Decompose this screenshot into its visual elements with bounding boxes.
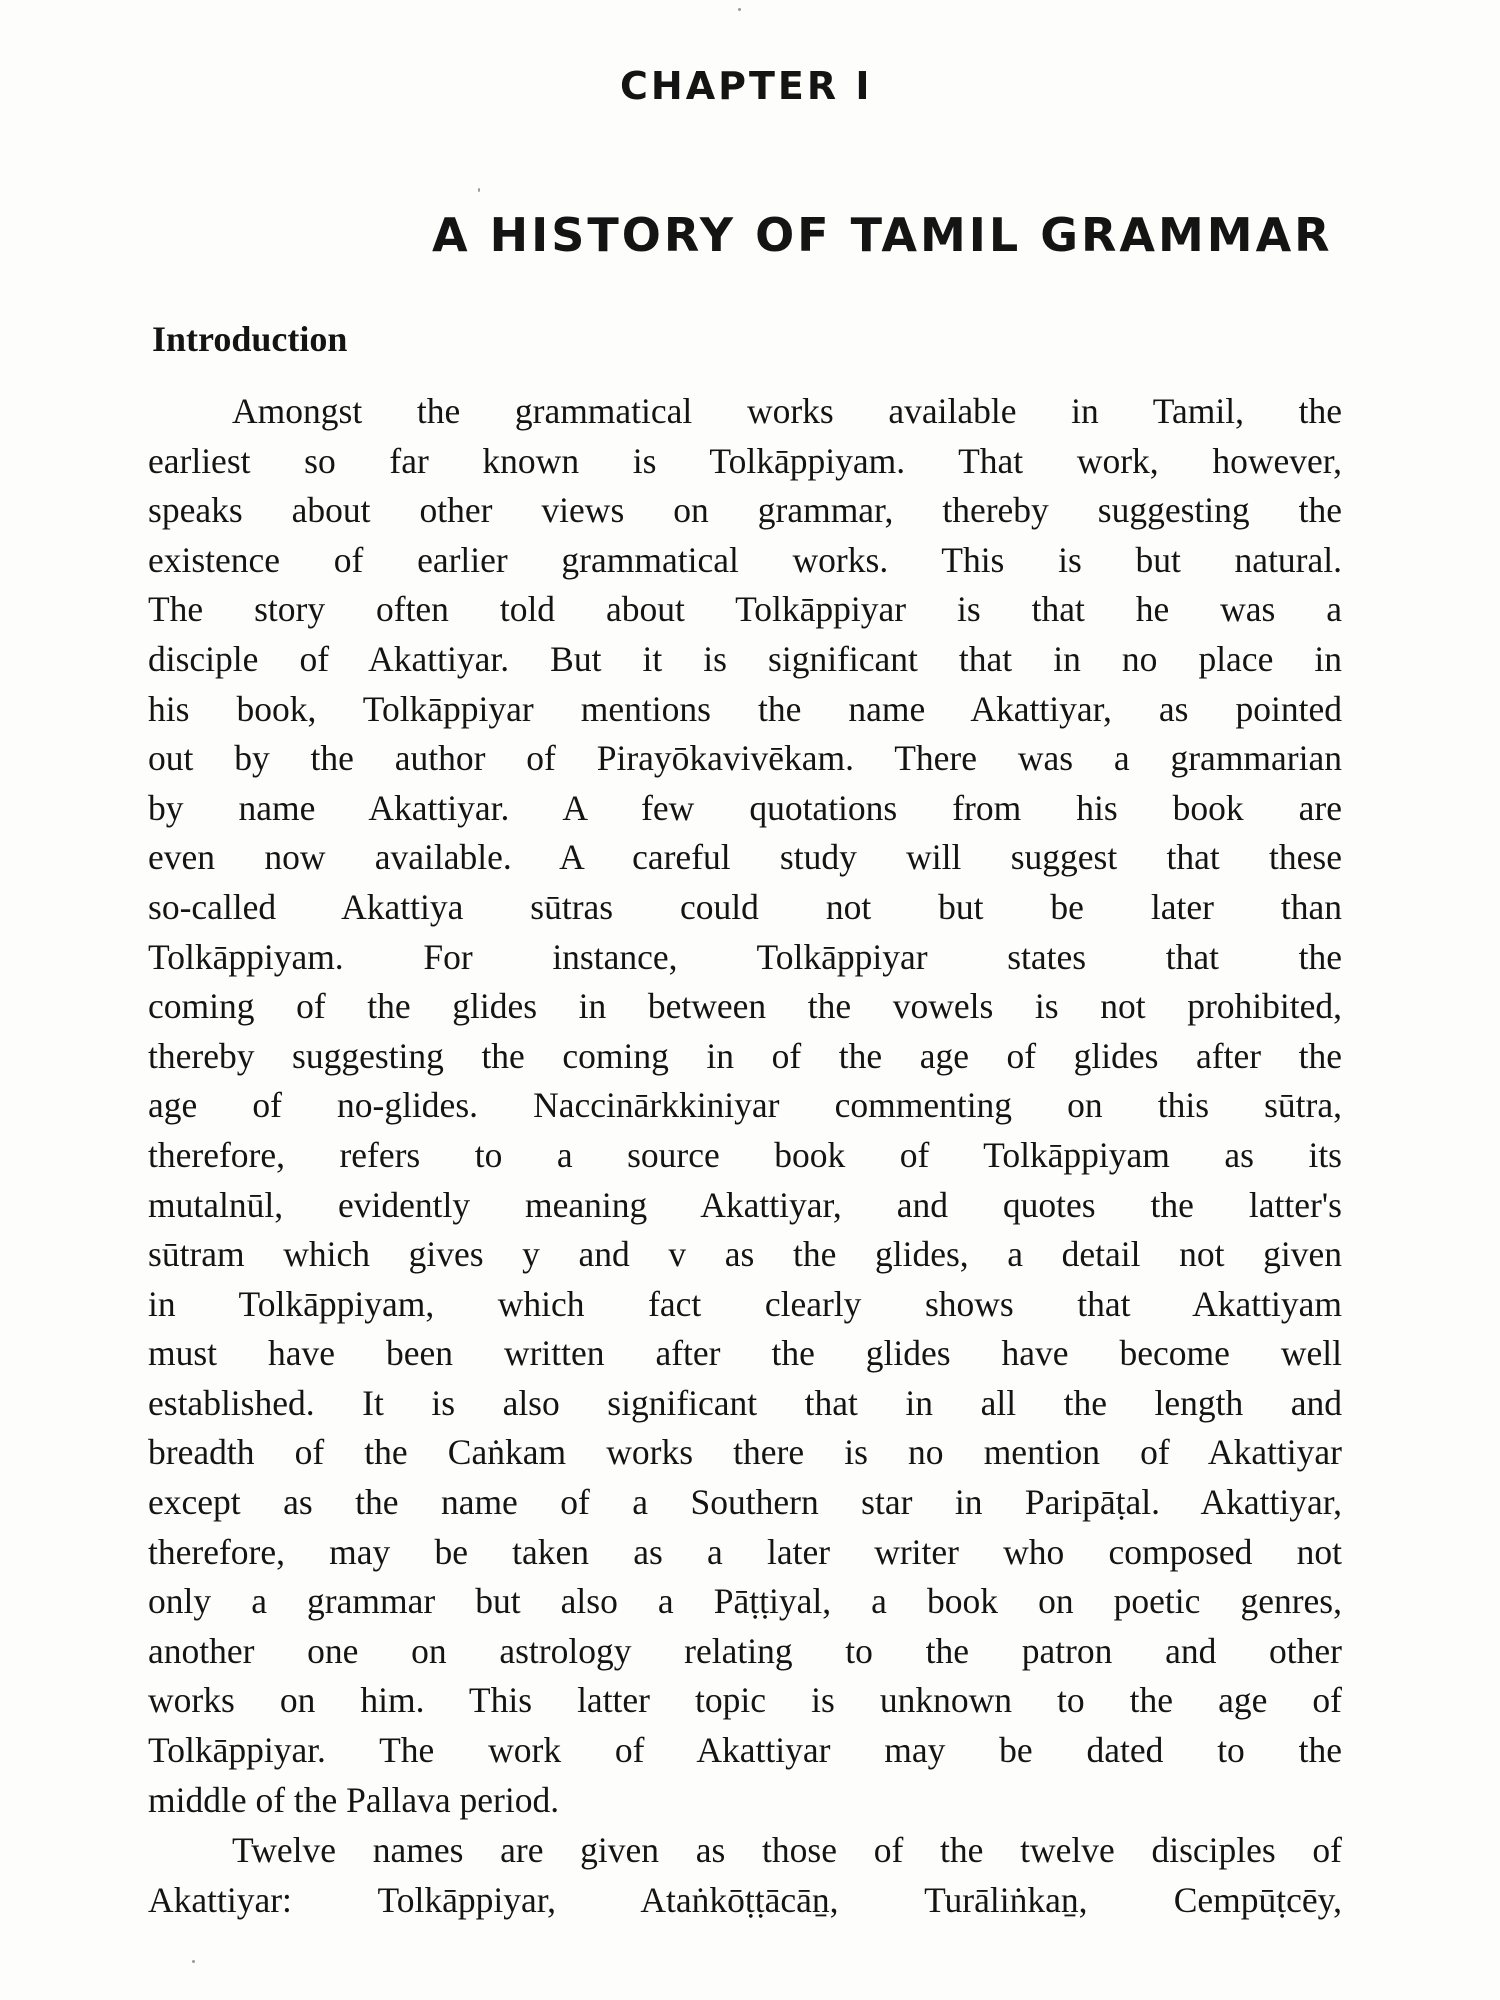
text-line: speaks about other views on grammar, thereby suggesting the — [148, 490, 1342, 531]
text-line: another one on astrology relating to the patron and other — [148, 1630, 1342, 1671]
scan-speck — [738, 8, 741, 11]
text-line: Tolkāppiyam. For instance, Tolkāppiyar states that the — [148, 936, 1342, 977]
text-line: in Tolkāppiyam, which fact clearly shows that Akattiyam — [148, 1283, 1342, 1324]
text-line: out by the author of Pirayōkavivēkam. There was a grammarian — [148, 738, 1342, 779]
text-line: works on him. This latter topic is unknown to the age of — [148, 1680, 1342, 1721]
text-line: breadth of the Caṅkam works there is no mention of Akattiyar — [148, 1432, 1342, 1473]
chapter-label: CHAPTER I — [620, 64, 873, 108]
text-line: The story often told about Tolkāppiyar is that he was a — [148, 589, 1342, 630]
text-line: even now available. A careful study will suggest that these — [148, 837, 1342, 878]
text-line: must have been written after the glides have become well — [148, 1333, 1342, 1374]
text-line: therefore, refers to a source book of Tolkāppiyam as its — [148, 1134, 1342, 1175]
scan-speck — [478, 188, 480, 192]
text-line: disciple of Akattiyar. But it is significant that in no place in — [148, 638, 1342, 679]
scan-speck — [192, 1960, 195, 1963]
text-line: Twelve names are given as those of the twelve disciples of — [232, 1830, 1342, 1870]
text-line: established. It is also significant that in all the length and — [148, 1382, 1342, 1423]
text-line: only a grammar but also a Pāṭṭiyal, a book on poetic genres, — [148, 1581, 1342, 1622]
text-line: therefore, may be taken as a later writer who composed not — [148, 1531, 1342, 1572]
paragraph-2 — [148, 1826, 1342, 1925]
paragraph-1 — [148, 387, 1342, 1825]
section-heading-introduction: Introduction — [152, 319, 348, 359]
text-line: Akattiyar: Tolkāppiyar, Ataṅkōṭṭācāṉ, Turāliṅkaṉ, Cempūṭcēy, — [148, 1879, 1342, 1920]
text-line: Tolkāppiyar. The work of Akattiyar may be dated to the — [148, 1730, 1342, 1771]
text-line: by name Akattiyar. A few quotations from his book are — [148, 787, 1342, 828]
text-line: sūtram which gives y and v as the glides, a detail not given — [148, 1234, 1342, 1275]
text-line: thereby suggesting the coming in of the age of glides after the — [148, 1035, 1342, 1076]
text-line: mutalnūl, evidently meaning Akattiyar, and quotes the latter's — [148, 1184, 1342, 1225]
text-line: age of no-glides. Naccinārkkiniyar commenting on this sūtra, — [148, 1085, 1342, 1126]
text-line: coming of the glides in between the vowels is not prohibited, — [148, 986, 1342, 1027]
text-line: his book, Tolkāppiyar mentions the name Akattiyar, as pointed — [148, 688, 1342, 729]
text-line: Amongst the grammatical works available in Tamil, the — [232, 391, 1342, 431]
text-line: except as the name of a Southern star in Paripāṭal. Akattiyar, — [148, 1482, 1342, 1523]
chapter-title: A HISTORY OF TAMIL GRAMMAR — [432, 208, 1333, 262]
text-line: middle of the Pallava period. — [148, 1779, 560, 1820]
text-line: existence of earlier grammatical works. This is but natural. — [148, 539, 1342, 580]
text-line: so-called Akattiya sūtras could not but be later than — [148, 886, 1342, 927]
text-line: earliest so far known is Tolkāppiyam. That work, however, — [148, 440, 1342, 481]
